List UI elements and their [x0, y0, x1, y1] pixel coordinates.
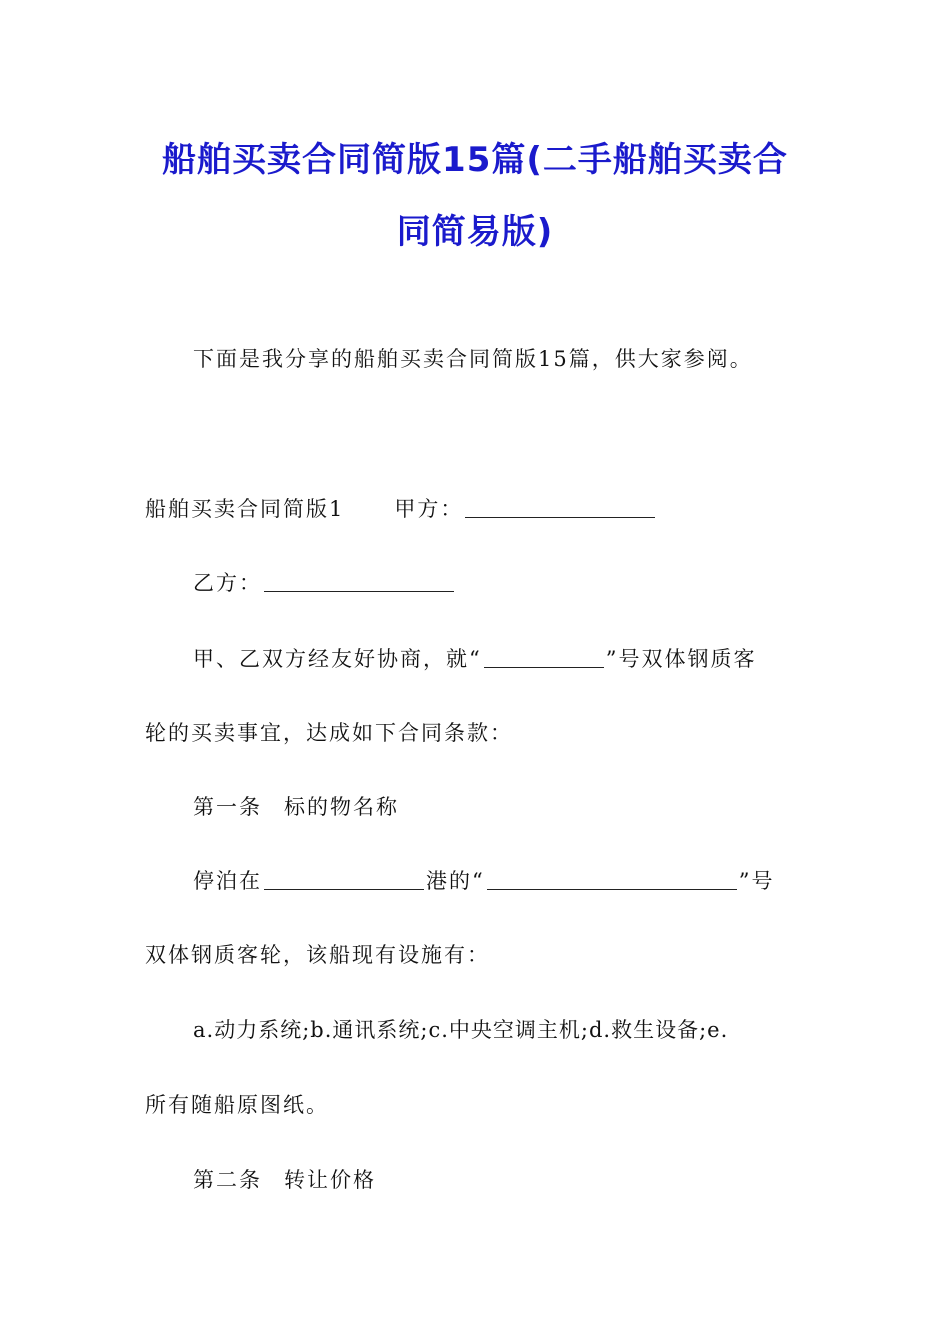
paragraph-2-prefix: 停泊在	[193, 869, 262, 893]
paragraph-1-line-2: 轮的买卖事宜，达成如下合同条款：	[145, 721, 513, 745]
paragraph-1-prefix: 甲、乙双方经友好协商，就“	[193, 647, 482, 671]
article-1-heading	[193, 792, 399, 822]
paragraph-2-mid: 港的“	[426, 869, 485, 893]
section-heading: 船舶买卖合同简版1	[145, 497, 345, 521]
paragraph-3-line-2: 所有随船原图纸。	[145, 1093, 329, 1117]
paragraph-2-suffix: ”号	[738, 869, 775, 893]
party-b-line	[193, 568, 456, 598]
party-b-label: 乙方：	[193, 571, 262, 595]
article-2-title: 转让价格	[284, 1168, 376, 1192]
vessel-name-blank	[487, 869, 737, 890]
intro-paragraph: 下面是我分享的船舶买卖合同简版15篇，供大家参阅。	[193, 347, 753, 371]
ship-name-blank	[484, 647, 604, 668]
paragraph-2-line-2: 双体钢质客轮，该船现有设施有：	[145, 943, 490, 967]
article-2-number: 第二条	[193, 1168, 262, 1192]
article-2-heading	[193, 1165, 376, 1195]
port-blank	[264, 869, 424, 890]
party-a-label: 甲方：	[394, 497, 464, 521]
paragraph-1-suffix: ”号双体钢质客	[605, 647, 757, 671]
party-b-blank	[264, 571, 454, 592]
party-a-line	[145, 494, 657, 524]
document-title-line-2: 同简易版)	[396, 212, 554, 252]
paragraph-1-line-1	[193, 644, 757, 674]
article-1-number: 第一条	[193, 795, 262, 819]
article-1-title: 标的物名称	[284, 795, 399, 819]
paragraph-2-line-1	[193, 866, 775, 896]
paragraph-3-line-1: a.动力系统;b.通讯系统;c.中央空调主机;d.救生设备;e.	[193, 1018, 729, 1042]
document-title-line-1: 船舶买卖合同简版15篇(二手船舶买卖合	[162, 140, 788, 180]
party-a-blank	[465, 497, 655, 518]
